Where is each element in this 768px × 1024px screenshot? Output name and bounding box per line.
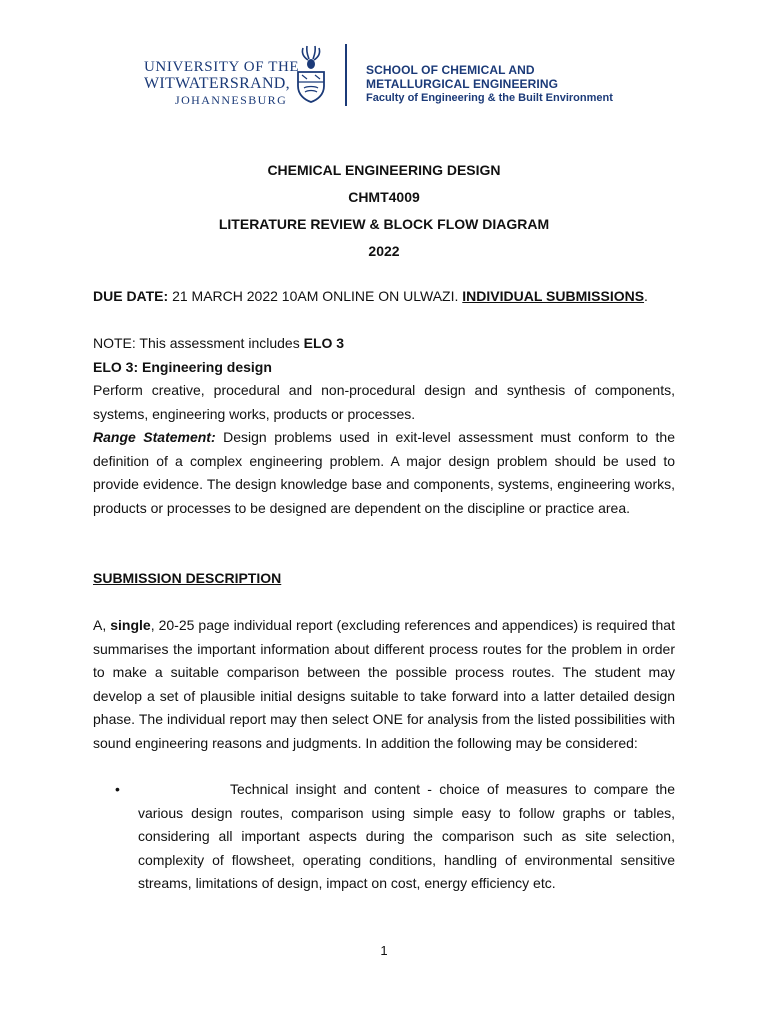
university-name-line1: UNIVERSITY OF THE	[144, 59, 300, 75]
course-code: CHMT4009	[348, 189, 420, 205]
assignment-title: LITERATURE REVIEW & BLOCK FLOW DIAGRAM	[218, 216, 550, 232]
submission-intro-a: A,	[93, 617, 111, 633]
range-statement-text: Design problems used in exit-level assessment must conform to the definition of a complex engineering problem. A major design problem should be used to provide evidence. The design knowledge base and components, systems, engineering works, products or processes to be designed are dependent on the discipline or practice area.	[93, 429, 676, 516]
university-name-line2: WITWATERSRAND,	[144, 75, 290, 92]
submission-heading: SUBMISSION DESCRIPTION	[93, 570, 282, 586]
school-name-line1: SCHOOL OF CHEMICAL AND	[366, 63, 535, 77]
faculty-name: Faculty of Engineering & the Built Environment	[366, 91, 613, 104]
submission-intro-single: single	[110, 617, 151, 633]
university-crest-icon	[294, 44, 328, 104]
note-prefix: NOTE: This assessment includes	[93, 335, 304, 351]
university-name-line3: JOHANNESBURG	[175, 93, 288, 107]
due-date-text: 21 MARCH 2022 10AM ONLINE ON ULWAZI.	[168, 288, 463, 304]
elo-description: Perform creative, procedural and non-procedural design and synthesis of components, systems, engineering works, products or processes.	[93, 382, 675, 422]
bullet-list	[93, 778, 675, 896]
range-statement	[93, 426, 675, 520]
submission-type: INDIVIDUAL SUBMISSIONS	[462, 288, 645, 304]
header-divider	[345, 44, 347, 106]
due-date-line	[93, 285, 675, 309]
elo-heading: ELO 3: Engineering design	[93, 358, 272, 375]
list-item-text: Technical insight and content - choice of measures to compare the various design routes, comparison using simple easy to follow graphs or tables, considering all important aspects during the comparison such as site selection, complexity of flowsheet, operating conditions, handling of environmental sensitive streams, limitations of design, impact on cost, energy efficiency etc.	[138, 781, 675, 891]
range-statement-label: Range Statement:	[93, 429, 216, 445]
document-titles	[0, 160, 768, 268]
submission-description	[93, 614, 675, 755]
note-line	[93, 332, 675, 356]
submission-intro-rest: , 20-25 page individual report (excluding references and appendices) is required that summarises the important information about different process routes for the problem in order to make a suitable comparison between the possible process routes. The student may develop a set of plausible initial designs suitable to take forward into a latter detailed design phase. The individual report may then select ONE for analysis from the listed possibilities with sound engineering reasons and judgments. In addition the following may be considered:	[93, 617, 675, 751]
list-item	[93, 778, 675, 896]
course-title: CHEMICAL ENGINEERING DESIGN	[267, 162, 501, 178]
school-name-line2: METALLURGICAL ENGINEERING	[366, 76, 559, 91]
due-date-label: DUE DATE:	[93, 288, 169, 304]
page-number: 1	[380, 943, 388, 958]
letterhead	[144, 42, 644, 108]
university-name	[144, 60, 299, 106]
assignment-year: 2022	[368, 243, 400, 259]
bullet-icon: •	[115, 781, 120, 797]
school-name	[366, 64, 613, 104]
due-date-end: .	[644, 288, 648, 304]
note-section	[93, 332, 675, 520]
note-elo: ELO 3	[303, 335, 345, 351]
